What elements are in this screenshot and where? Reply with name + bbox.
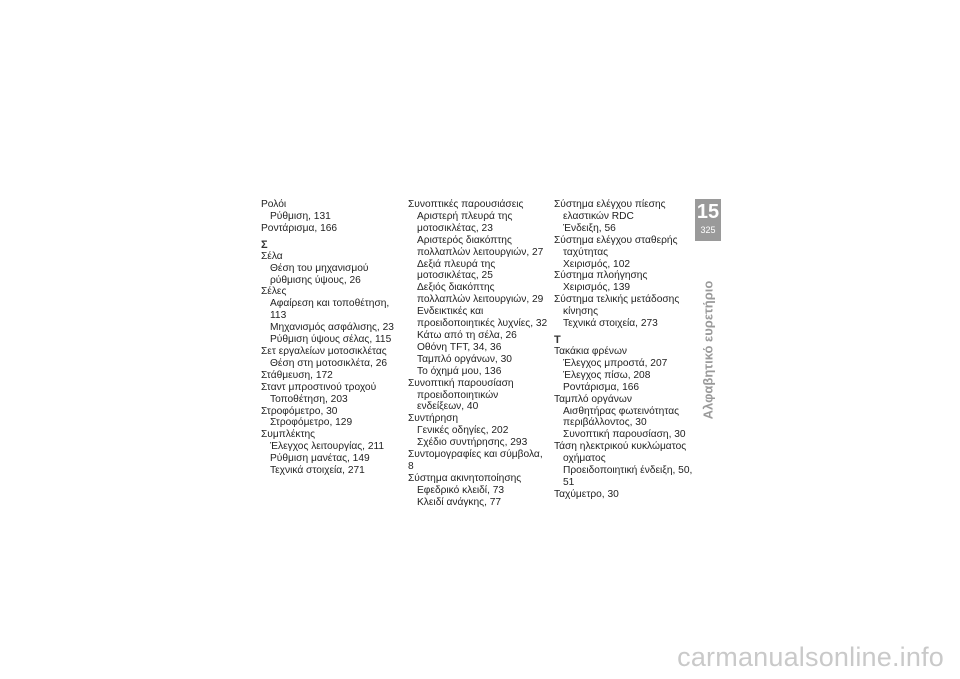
index-subentry: Έλεγχος λειτουργίας, 211 xyxy=(270,441,385,453)
index-subentry: Δεξιός διακόπτης πολλαπλών λειτουργιών, 29 xyxy=(417,282,544,306)
index-letter-heading: Τ xyxy=(554,333,561,346)
index-entry: Ροντάρισμα, 166 xyxy=(261,222,338,234)
index-subentry: Ρύθμιση μανέτας, 149 xyxy=(270,453,370,465)
index-subentry: Ταμπλό οργάνων, 30 xyxy=(417,353,512,365)
page-number: 325 xyxy=(700,225,716,235)
index-subentry: Οθόνη TFT, 34, 36 xyxy=(417,341,502,353)
index-subentry: κίνησης xyxy=(563,306,598,318)
index-entry: Στάθμευση, 172 xyxy=(261,369,333,381)
index-subentry: Κάτω από τη σέλα, 26 xyxy=(417,329,517,341)
index-subentry: οχήματος xyxy=(563,453,606,465)
index-entry: Ρολόι xyxy=(261,199,287,210)
index-entry: Σέλες xyxy=(261,286,287,298)
index-letter-heading: Σ xyxy=(261,238,268,251)
index-entry: Τακάκια φρένων xyxy=(554,345,628,357)
index-entry: Συνοπτικές παρουσιάσεις xyxy=(408,199,524,210)
index-column-3 xyxy=(554,199,694,501)
index-subentry: Αφαίρεση και τοποθέτηση, 113 xyxy=(270,298,390,322)
index-subentry: Ένδειξη, 56 xyxy=(563,222,616,234)
index-column-2 xyxy=(408,199,548,509)
index-subentry: Προειδοποιητική ένδειξη, 50, 51 xyxy=(563,465,693,488)
index-entry: Σύστημα ακινητοποίησης xyxy=(408,472,522,484)
index-entry: Ταμπλό οργάνων xyxy=(554,393,632,405)
index-subentry: Αριστερός διακόπτης πολλαπλών λειτουργιών, 27 xyxy=(417,234,544,258)
index-subentry: Μηχανισμός ασφάλισης, 23 xyxy=(270,322,394,334)
index-subentry: Συνοπτική παρουσίαση, 30 xyxy=(563,429,686,441)
index-subentry: Εφεδρικό κλειδί, 73 xyxy=(417,484,505,496)
index-entry: Σύστημα ελέγχου πίεσης xyxy=(554,199,666,210)
index-subentry: ταχύτητας xyxy=(563,246,609,258)
index-entry: Ταχύμετρο, 30 xyxy=(554,488,619,500)
index-entry: Συντομογραφίες και σύμβολα, 8 xyxy=(408,449,543,472)
index-subentry: Γενικές οδηγίες, 202 xyxy=(417,425,509,437)
index-subentry: ελαστικών RDC xyxy=(563,210,634,222)
index-entry: Συνοπτική παρουσίαση xyxy=(408,377,514,389)
index-subentry: Θέση του μηχανισμού ρύθμισης ύψους, 26 xyxy=(270,262,369,286)
index-subentry: Κλειδί ανάγκης, 77 xyxy=(417,496,502,508)
index-entry: Σύστημα πλοήγησης xyxy=(554,270,648,282)
index-subentry: Στροφόμετρο, 129 xyxy=(270,417,353,429)
index-subentry: Ενδεικτικές και προειδοποιητικές λυχνίες, 32 xyxy=(417,306,548,330)
watermark: carmanualsonline.info xyxy=(677,642,944,672)
index-subentry: Χειρισμός, 139 xyxy=(563,282,631,294)
index-entry: Τάση ηλεκτρικού κυκλώματος xyxy=(554,441,687,453)
index-subentry: Σχέδιο συντήρησης, 293 xyxy=(417,437,528,449)
index-subentry: Ροντάρισμα, 166 xyxy=(563,381,640,393)
index-subentry: προειδοποιητικών ενδείξεων, 40 xyxy=(417,389,499,413)
index-entry: Σύστημα τελικής μετάδοσης xyxy=(554,294,680,306)
chapter-number: 15 xyxy=(696,201,720,223)
index-entry: Συμπλέκτης xyxy=(261,429,316,441)
index-subentry: Το όχημά μου, 136 xyxy=(417,365,502,377)
index-entry: Σταντ μπροστινού τροχού xyxy=(261,381,377,393)
index-subentry: Τεχνικά στοιχεία, 271 xyxy=(270,465,365,477)
index-subentry: Αισθητήρας φωτεινότητας περιβάλλοντος, 30 xyxy=(563,405,680,429)
index-column-1 xyxy=(261,199,401,477)
index-subentry: Έλεγχος μπροστά, 207 xyxy=(563,357,668,369)
index-subentry: Τεχνικά στοιχεία, 273 xyxy=(563,318,658,330)
index-entry: Στροφόμετρο, 30 xyxy=(261,405,338,417)
index-subentry: Έλεγχος πίσω, 208 xyxy=(563,369,651,381)
index-entry: Σέλα xyxy=(261,250,283,262)
index-subentry: Τοποθέτηση, 203 xyxy=(270,393,348,405)
chapter-tab xyxy=(695,199,721,241)
index-subentry: Ρύθμιση ύψους σέλας, 115 xyxy=(270,334,392,346)
index-subentry: Χειρισμός, 102 xyxy=(563,258,631,270)
section-side-title: Αλφαβητικό ευρετήριο xyxy=(700,280,716,420)
index-subentry: Θέση στη μοτοσικλέτα, 26 xyxy=(270,357,388,369)
index-entry: Σύστημα ελέγχου σταθερής xyxy=(554,234,678,246)
index-entry: Σετ εργαλείων μοτοσικλέτας xyxy=(261,345,387,357)
index-entry: Συντήρηση xyxy=(408,413,459,425)
index-subentry: Αριστερή πλευρά της μοτοσικλέτας, 23 xyxy=(417,210,513,234)
index-subentry: Δεξιά πλευρά της μοτοσικλέτας, 25 xyxy=(417,258,496,282)
index-subentry: Ρύθμιση, 131 xyxy=(270,210,331,222)
